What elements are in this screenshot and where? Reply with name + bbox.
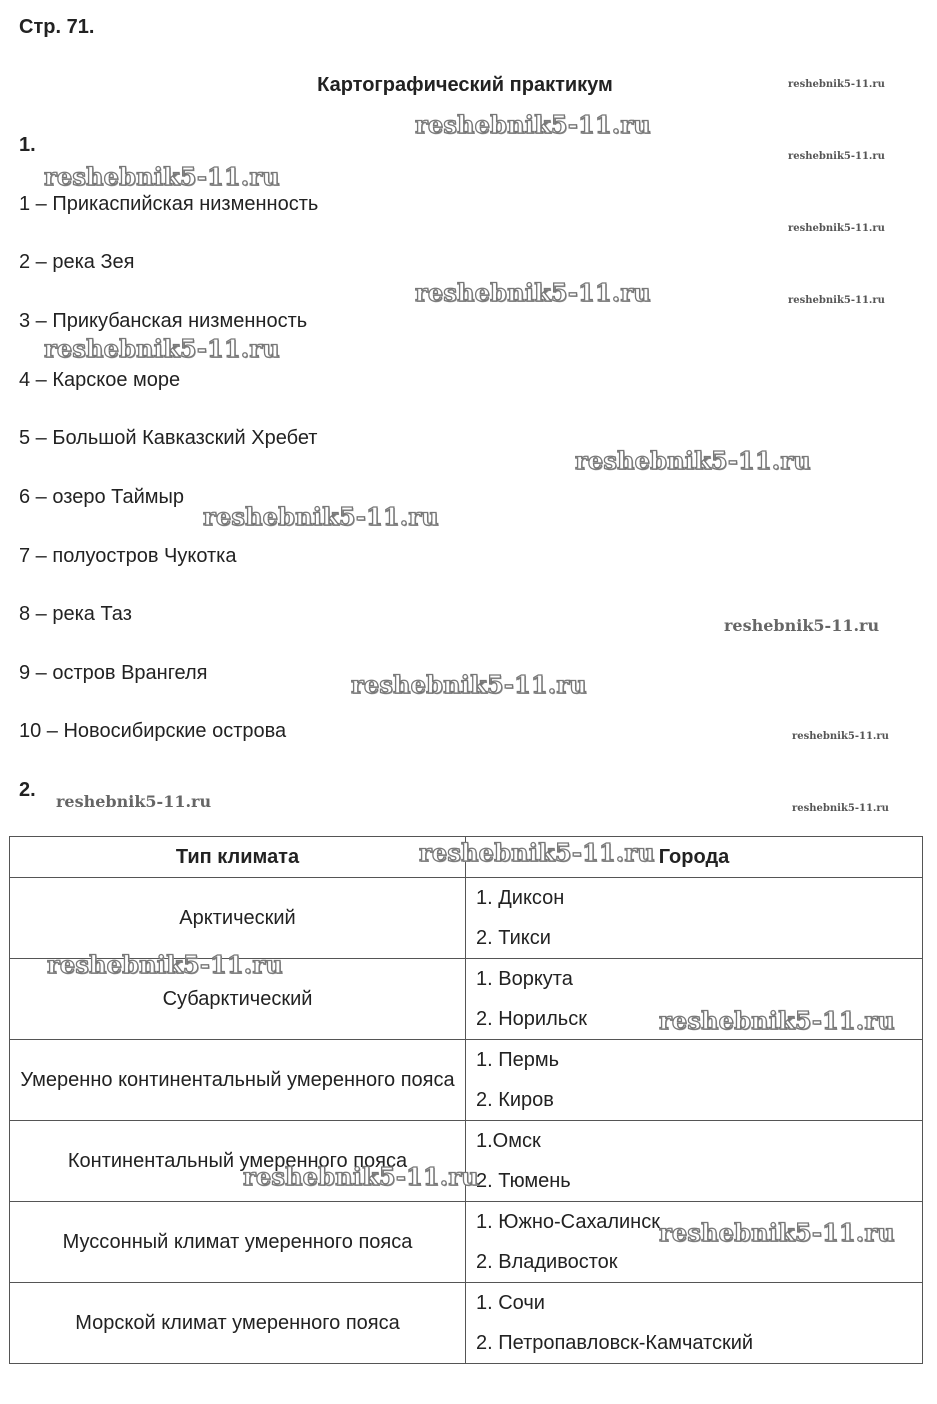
- city: 2. Петропавловск-Камчатский: [476, 1332, 754, 1354]
- watermark: reshebnik5-11.ru: [415, 278, 651, 307]
- table-row: [10, 1040, 923, 1121]
- list-item: 8 – река Таз: [19, 603, 132, 625]
- city: 2. Норильск: [476, 1008, 587, 1030]
- cities-cell: [466, 1040, 923, 1121]
- watermark: reshebnik5-11.ru: [351, 670, 587, 699]
- watermark: reshebnik5-11.ru: [659, 1006, 895, 1035]
- city: 1. Южно-Сахалинск: [476, 1211, 660, 1233]
- table-row: [10, 878, 923, 959]
- climate-type-cell: Морской климат умеренного пояса: [10, 1283, 466, 1364]
- list-item: 4 – Карское море: [19, 369, 181, 391]
- climate-type-cell: Муссонный климат умеренного пояса: [10, 1202, 466, 1283]
- cities-cell: [466, 1283, 923, 1364]
- list-item: 6 – озеро Таймыр: [19, 486, 184, 508]
- cities-cell: [466, 1121, 923, 1202]
- watermark: reshebnik5-11.ru: [724, 616, 880, 635]
- city: 2. Киров: [476, 1089, 554, 1111]
- watermark: reshebnik5-11.ru: [575, 446, 811, 475]
- table-row: [10, 1283, 923, 1364]
- city: 1. Воркута: [476, 968, 573, 990]
- climate-type-cell: Арктический: [10, 878, 466, 959]
- watermark: reshebnik5-11.ru: [56, 792, 212, 811]
- column-header-cities: Города: [466, 837, 923, 878]
- page-title: Картографический практикум: [317, 74, 613, 96]
- city: 1. Пермь: [476, 1049, 560, 1071]
- watermark: reshebnik5-11.ru: [788, 223, 885, 234]
- watermark: reshebnik5-11.ru: [788, 295, 885, 306]
- watermark: reshebnik5-11.ru: [788, 79, 885, 90]
- city: 1.Омск: [476, 1130, 541, 1152]
- watermark: reshebnik5-11.ru: [47, 950, 283, 979]
- list-item: 2 – река Зея: [19, 251, 135, 273]
- climate-table: [9, 836, 923, 1364]
- list-item: 10 – Новосибирские острова: [19, 720, 287, 742]
- climate-type-cell: Умеренно континентальный умеренного пояса: [10, 1040, 466, 1121]
- city: 2. Тикси: [476, 927, 551, 949]
- city: 1. Диксон: [476, 887, 565, 909]
- watermark: reshebnik5-11.ru: [792, 803, 889, 814]
- watermark: reshebnik5-11.ru: [44, 334, 280, 363]
- list-item: 3 – Прикубанская низменность: [19, 310, 308, 332]
- watermark: reshebnik5-11.ru: [792, 731, 889, 742]
- climate-type-cell: Субарктический: [10, 959, 466, 1040]
- city: 2. Тюмень: [476, 1170, 571, 1192]
- watermark: reshebnik5-11.ru: [243, 1162, 479, 1191]
- list-item: 9 – остров Врангеля: [19, 662, 208, 684]
- page-number: Стр. 71.: [19, 16, 95, 38]
- cities-cell: [466, 878, 923, 959]
- watermark: reshebnik5-11.ru: [44, 162, 280, 191]
- column-header-climate-type: Тип климата: [10, 837, 466, 878]
- city: 1. Сочи: [476, 1292, 545, 1314]
- watermark: reshebnik5-11.ru: [419, 838, 655, 867]
- watermark: reshebnik5-11.ru: [415, 110, 651, 139]
- list-item: 1 – Прикаспийская низменность: [19, 193, 319, 215]
- watermark: reshebnik5-11.ru: [203, 502, 439, 531]
- climate-type-cell: Континентальный умеренного пояса: [10, 1121, 466, 1202]
- city: 2. Владивосток: [476, 1251, 618, 1273]
- section-1-label: 1.: [19, 134, 36, 156]
- section-2-label: 2.: [19, 779, 36, 801]
- list-item: 7 – полуостров Чукотка: [19, 545, 237, 567]
- watermark: reshebnik5-11.ru: [659, 1218, 895, 1247]
- list-item: 5 – Большой Кавказский Хребет: [19, 427, 318, 449]
- watermark: reshebnik5-11.ru: [788, 151, 885, 162]
